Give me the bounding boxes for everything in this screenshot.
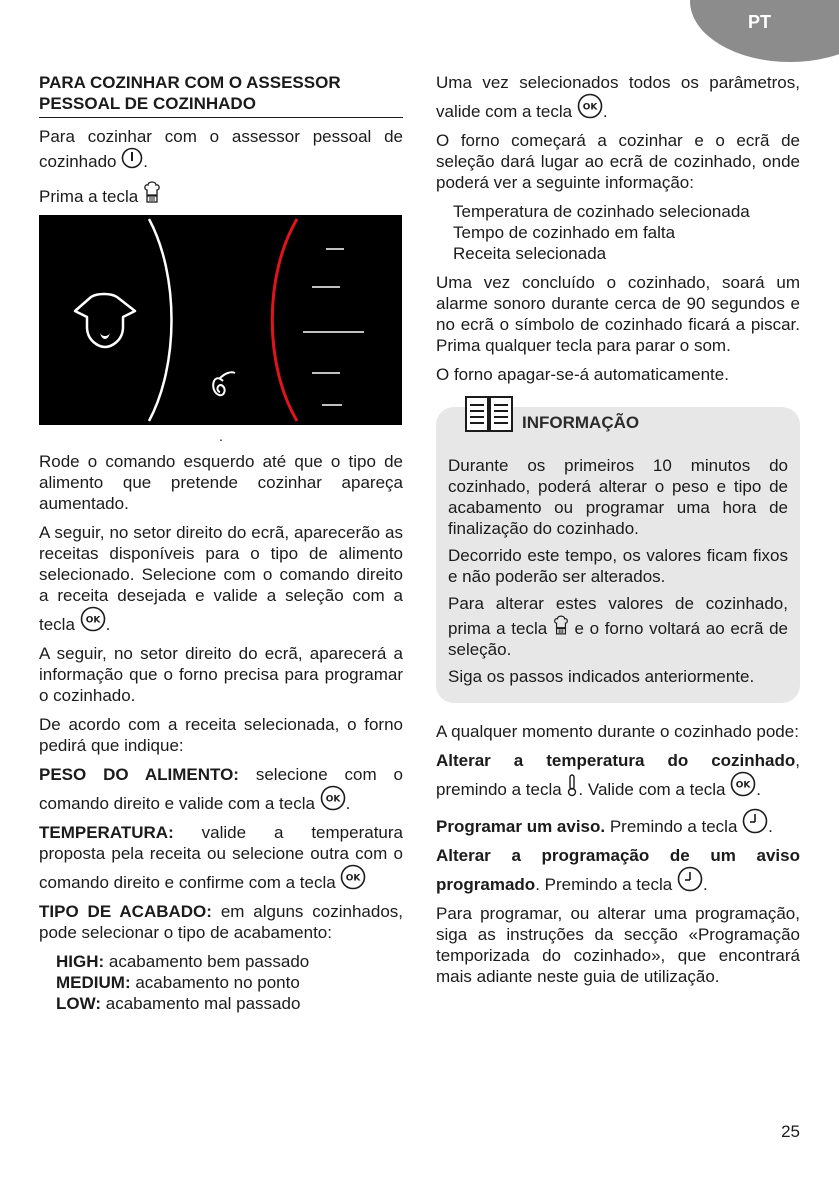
press-key-paragraph: Prima a tecla: [39, 180, 403, 207]
finish-type-paragraph: TIPO DE ACABADO: em alguns cozinhados, pode selecionar o tipo de acabamento:: [39, 902, 404, 942]
list-item: Receita selecionada: [453, 244, 607, 263]
temperature-paragraph: TEMPERATURA: valide a temperatura proposta pela receita ou selecione outra com o comando direito e confirme com a tecla OK: [39, 823, 403, 892]
info-paragraph: Decorrido este tempo, os valores ficam fixos e não poderão ser alterados.: [448, 546, 788, 586]
language-tab: [690, 0, 839, 62]
level-medium: MEDIUM: acabamento no ponto: [56, 973, 300, 992]
power-icon: [121, 147, 143, 169]
program-alarm-paragraph: Programar um aviso. Premindo a tecla .: [436, 808, 800, 837]
info-paragraph: Siga os passos indicados anteriormente.: [448, 667, 755, 686]
weight-paragraph: PESO DO ALIMENTO: selecione com o comando direito e valide com a tecla OK .: [39, 765, 403, 813]
anytime-paragraph: A qualquer momento durante o cozinhado pode:: [436, 722, 799, 741]
change-alarm-paragraph: Alterar a programação de um aviso programado. Premindo a tecla .: [436, 846, 800, 894]
list-item: Tempo de cozinhado em falta: [453, 223, 676, 242]
oven-start-paragraph: O forno começará a cozinhar e o ecrã de seleção dará lugar ao ecrã de cozinhado, onde poderá ver a seguinte informação:: [436, 131, 800, 192]
language-label: PT: [748, 12, 772, 32]
left-column: [39, 72, 403, 1022]
svg-text:OK: OK: [582, 102, 598, 113]
change-temperature-paragraph: Alterar a temperatura do cozinhado, premindo a tecla . Valide com a tecla OK .: [436, 751, 800, 799]
info-title: INFORMAÇÃO: [522, 412, 640, 432]
ok-button-icon: [80, 606, 106, 632]
right-column: [436, 72, 800, 995]
clock-icon: [677, 866, 703, 892]
info-paragraph: Durante os primeiros 10 minutos do cozinhado, poderá alterar o peso e tipo de acabamento ou programar uma hora de finalização do cozinhado.: [448, 456, 788, 538]
svg-text:OK: OK: [346, 873, 361, 884]
level-low: LOW: acabamento mal passado: [56, 994, 301, 1013]
rotate-knob-paragraph: Rode o comando esquerdo até que o tipo de alimento que pretende cozinhar apareça aumentado.: [39, 452, 403, 513]
clock-icon: [742, 808, 768, 834]
level-high: HIGH: acabamento bem passado: [56, 952, 310, 971]
page-number: 25: [781, 1122, 800, 1141]
info-box: [436, 407, 800, 703]
svg-text:OK: OK: [325, 794, 340, 805]
caption-dot: .: [219, 428, 223, 444]
list-item: Temperatura de cozinhado selecionada: [453, 202, 750, 221]
programming-paragraph: Para programar, ou alterar uma programação, siga as instruções da secção «Programação temporizada do cozinhado», que encontrará mais adiante neste guia de utilização.: [436, 904, 800, 986]
ok-button-icon: [730, 771, 756, 797]
alarm-paragraph: Uma vez concluído o cozinhado, soará um alarme sonoro durante cerca de 90 segundos e no ecrã o símbolo de cozinhado ficará a piscar. Prima qualquer tecla para parar o som.: [436, 273, 800, 355]
recipe-request-paragraph: De acordo com a receita selecionada, o forno pedirá que indique:: [39, 715, 403, 755]
intro-paragraph: Para cozinhar com o assessor pessoal de cozinhado .: [39, 127, 403, 171]
ok-button-icon: [340, 864, 366, 890]
oven-info-paragraph: A seguir, no setor direito do ecrã, aparecerá a informação que o forno precisa para programar o cozinhado.: [39, 644, 403, 705]
auto-off-paragraph: O forno apagar-se-á automaticamente.: [436, 365, 729, 384]
info-paragraph: Para alterar estes valores de cozinhado, prima a tecla e o forno voltará ao ecrã de seleção.: [448, 594, 788, 659]
lamb-head-icon: [75, 294, 135, 347]
svg-text:OK: OK: [85, 615, 100, 626]
ok-button-icon: [320, 785, 346, 811]
chef-hat-icon: [143, 180, 161, 204]
svg-text:OK: OK: [735, 780, 751, 791]
ok-button-icon: [577, 93, 603, 119]
select-recipe-paragraph: A seguir, no setor direito do ecrã, aparecerão as receitas disponíveis para o tipo de alimento selecionado. Selecione com o comando direito a receita desejada e valide a seleção com a tecla OK .: [39, 523, 403, 634]
validate-paragraph: Uma vez selecionados todos os parâmetros, valide com a tecla OK .: [436, 73, 800, 121]
thermometer-icon: [566, 773, 578, 797]
info-header: [464, 395, 639, 435]
cooking-symbol-icon: [213, 372, 235, 395]
section-heading: PARA COZINHAR COM O ASSESSOR PESSOAL DE COZINHADO: [39, 72, 403, 118]
oven-display-screen: [39, 215, 402, 425]
finish-levels-list: [39, 951, 403, 1014]
cooking-info-list: [436, 201, 800, 264]
chef-hat-icon: [553, 614, 569, 636]
book-icon: [464, 395, 514, 435]
